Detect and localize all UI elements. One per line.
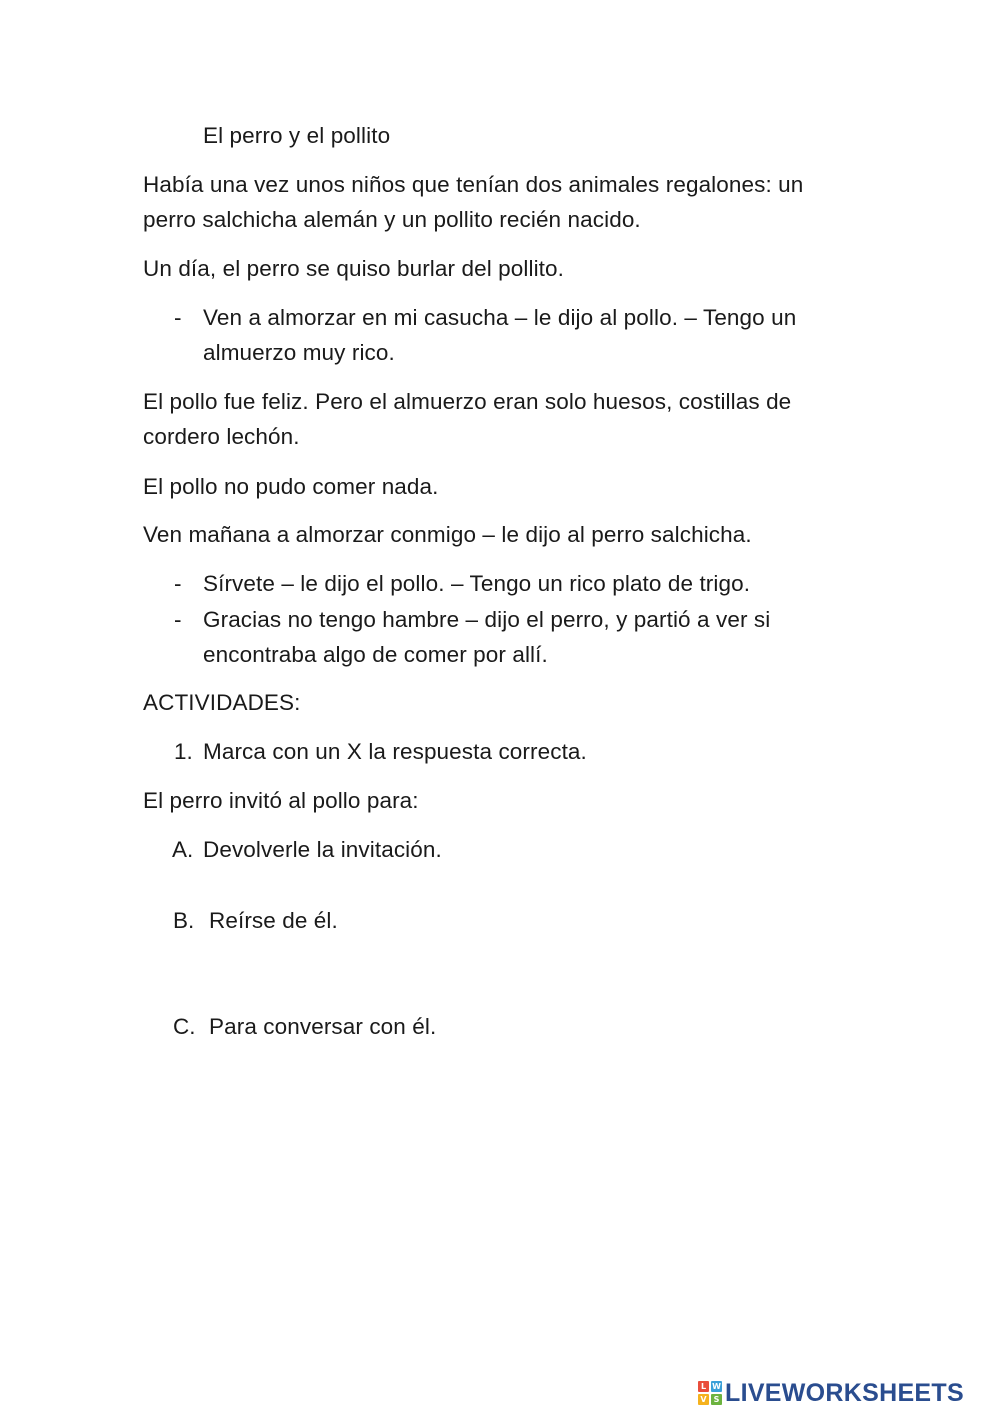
activities-heading: ACTIVIDADES: bbox=[143, 690, 301, 715]
question-prompt: El perro invitó al pollo para: bbox=[143, 788, 419, 813]
logo-cell-1: L bbox=[698, 1381, 709, 1392]
logo-mark-icon bbox=[698, 1381, 722, 1405]
paragraph-5: Ven mañana a almorzar conmigo – le dijo al perro salchicha. bbox=[143, 522, 752, 547]
dialogue-1-line-2: almuerzo muy rico. bbox=[203, 340, 395, 365]
option-b-letter: B. bbox=[173, 908, 195, 933]
logo-cell-4: S bbox=[711, 1394, 722, 1405]
dialogue-1-dash: - bbox=[174, 305, 182, 330]
dialogue-3-dash: - bbox=[174, 607, 182, 632]
paragraph-4: El pollo no pudo comer nada. bbox=[143, 474, 439, 499]
option-c-letter: C. bbox=[173, 1014, 196, 1039]
dialogue-2-dash: - bbox=[174, 571, 182, 596]
paragraph-1-line-2: perro salchicha alemán y un pollito recién nacido. bbox=[143, 207, 641, 232]
dialogue-1-line-1: Ven a almorzar en mi casucha – le dijo al pollo. – Tengo un bbox=[203, 305, 797, 330]
option-a-letter: A. bbox=[172, 837, 194, 862]
brand-text: LIVEWORKSHEETS bbox=[725, 1378, 964, 1407]
logo-cell-2: W bbox=[712, 1382, 721, 1391]
dialogue-3-line-2: encontraba algo de comer por allí. bbox=[203, 642, 548, 667]
paragraph-3-line-2: cordero lechón. bbox=[143, 424, 300, 449]
question-1-instruction: Marca con un X la respuesta correcta. bbox=[203, 739, 587, 764]
dialogue-2: Sírvete – le dijo el pollo. – Tengo un rico plato de trigo. bbox=[203, 571, 751, 596]
liveworksheets-logo bbox=[698, 1378, 964, 1408]
option-b[interactable]: Reírse de él. bbox=[209, 908, 338, 933]
paragraph-3-line-1: El pollo fue feliz. Pero el almuerzo eran solo huesos, costillas de bbox=[143, 389, 792, 414]
question-1-number: 1. bbox=[174, 739, 193, 764]
logo-cell-3: V bbox=[698, 1394, 709, 1405]
story-title: El perro y el pollito bbox=[203, 123, 391, 148]
dialogue-3-line-1: Gracias no tengo hambre – dijo el perro, y partió a ver si bbox=[203, 607, 771, 632]
option-a[interactable]: Devolverle la invitación. bbox=[203, 837, 442, 862]
paragraph-2: Un día, el perro se quiso burlar del pollito. bbox=[143, 256, 564, 281]
paragraph-1-line-1: Había una vez unos niños que tenían dos animales regalones: un bbox=[143, 172, 804, 197]
option-c[interactable]: Para conversar con él. bbox=[209, 1014, 437, 1039]
